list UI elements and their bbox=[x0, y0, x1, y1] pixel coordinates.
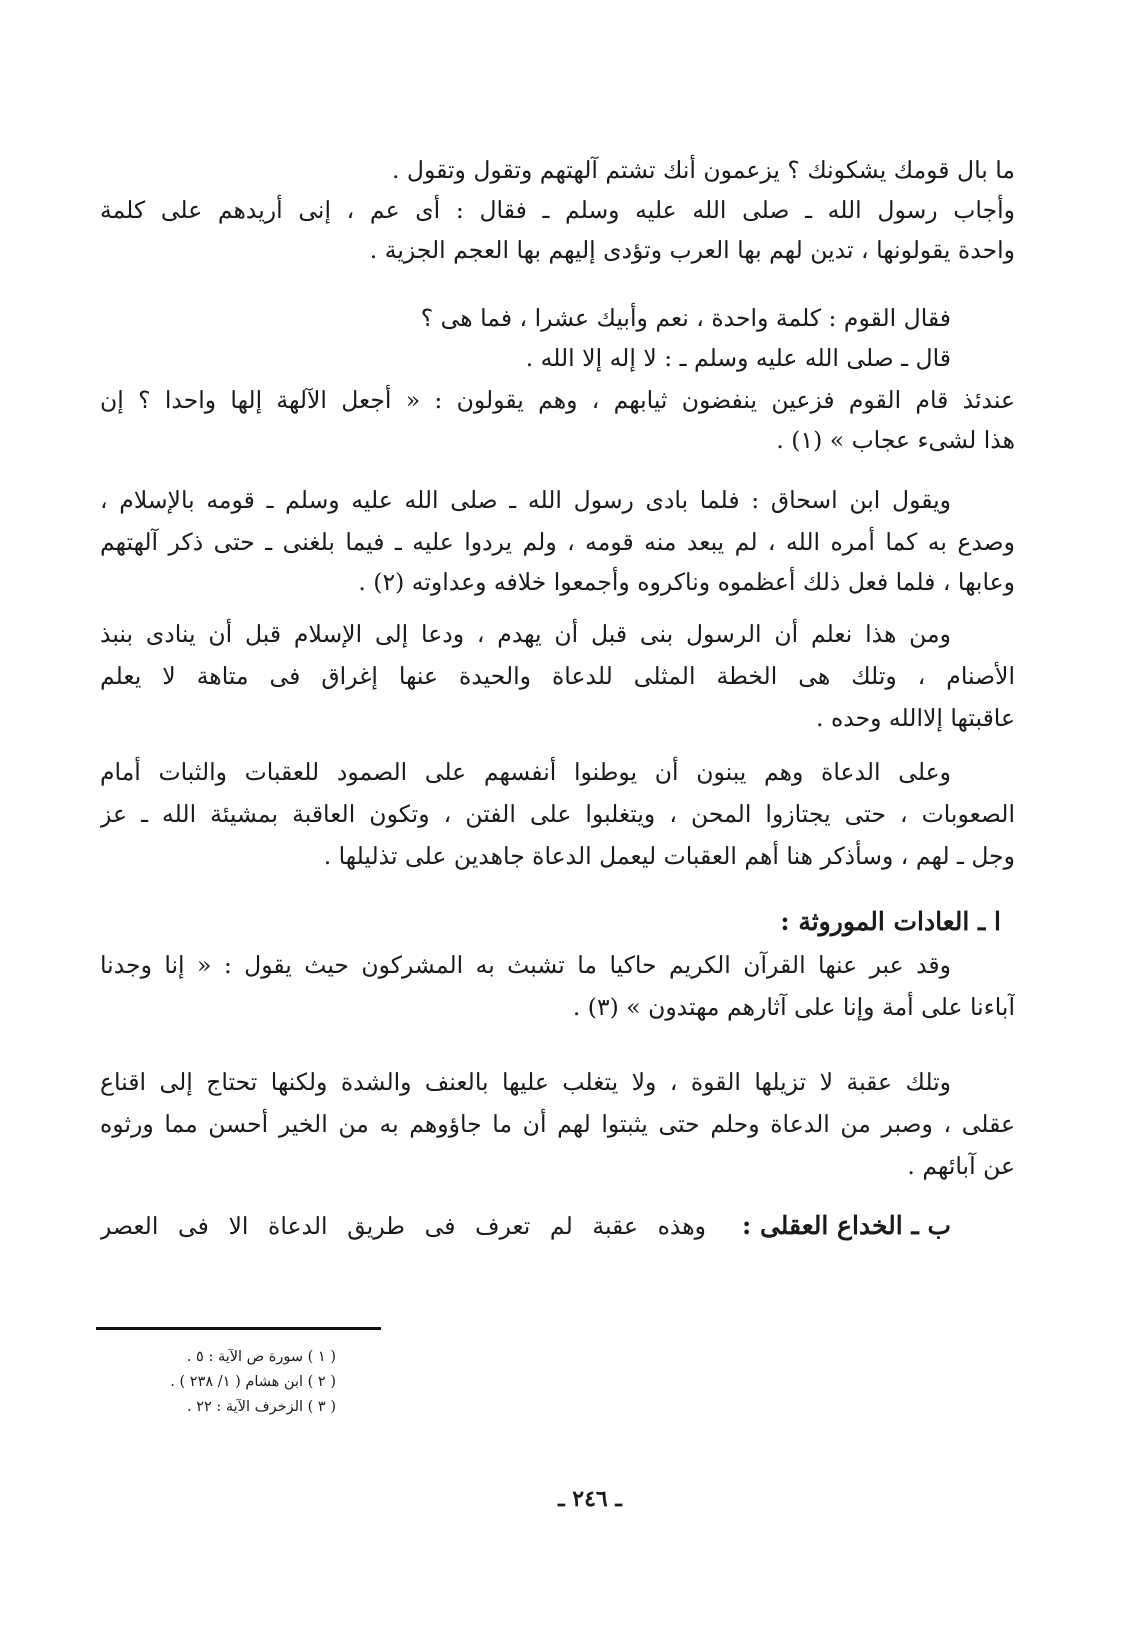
text-line: ومن هذا نعلم أن الرسول بنى قبل أن يهدم ، ودعا إلى الإسلام قبل أن ينادى بنبذ bbox=[100, 620, 951, 648]
footnote: ( ١ ) سورة ص الآية : ٥ . bbox=[186, 1349, 336, 1365]
text-line: هذا لشىء عجاب » (١) . bbox=[776, 426, 1015, 454]
text-line: واحدة يقولونها ، تدين لهم بها العرب وتؤدى إليهم بها العجم الجزية . bbox=[369, 236, 1015, 264]
text-line: وأجاب رسول الله ـ صلى الله عليه وسلم ـ فقال : أى عم ، إنى أريدهم على كلمة bbox=[100, 196, 1015, 224]
text-line: فقال القوم : كلمة واحدة ، نعم وأبيك عشرا ، فما هى ؟ bbox=[420, 304, 951, 332]
text-line: وجل ـ لهم ، وسأذكر هنا أهم العقبات ليعمل الدعاة جاهدين على تذليلها . bbox=[323, 842, 1015, 870]
text-line: وهذه عقبة لم تعرف فى طريق الدعاة الا فى العصر bbox=[100, 1212, 706, 1240]
text-line: عاقبتها إلاالله وحده . bbox=[816, 704, 1015, 732]
section-heading: ب ـ الخداع العقلى : bbox=[742, 1211, 951, 1240]
text-line: وصدع به كما أمره الله ، لم يبعد منه قومه ، ولم يردوا عليه ـ فيما بلغنى ـ حتى ذكر آلهتهم bbox=[100, 528, 1015, 556]
text-line: وتلك عقبة لا تزيلها القوة ، ولا يتغلب عليها بالعنف والشدة ولكنها تحتاج إلى اقناع bbox=[100, 1068, 951, 1096]
text-line: وعابها ، فلما فعل ذلك أعظموه وناكروه وأجمعوا خلافه وعداوته (٢) . bbox=[358, 568, 1015, 596]
section-heading: ا ـ العادات الموروثة : bbox=[780, 907, 1001, 936]
footnote-divider bbox=[96, 1327, 381, 1330]
text-line: آباءنا على أمة وإنا على آثارهم مهتدون » (٣) . bbox=[572, 993, 1015, 1021]
page-number: ـ ٢٤٦ ـ bbox=[558, 1486, 622, 1512]
text-line: ويقول ابن اسحاق : فلما بادى رسول الله ـ صلى الله عليه وسلم ـ قومه بالإسلام ، bbox=[100, 486, 951, 514]
text-line: وقد عبر عنها القرآن الكريم حاكيا ما تشبث به المشركون حيث يقول : « إنا وجدنا bbox=[100, 951, 951, 979]
text-line: عندئذ قام القوم فزعين ينفضون ثيابهم ، وهم يقولون : « أجعل الآلهة إلها واحدا ؟ إن bbox=[100, 386, 1015, 414]
text-line: عن آبائهم . bbox=[907, 1152, 1015, 1180]
text-line: وعلى الدعاة وهم يبنون أن يوطنوا أنفسهم على الصمود للعقبات والثبات أمام bbox=[100, 758, 951, 786]
text-line: قال ـ صلى الله عليه وسلم ـ : لا إله إلا الله . bbox=[525, 344, 951, 372]
footnote: ( ٣ ) الزخرف الآية : ٢٢ . bbox=[186, 1399, 336, 1415]
text-line: عقلى ، وصبر من الدعاة وحلم حتى يثبتوا لهم أن ما جاؤوهم به من الخير أحسن مما ورثوه bbox=[100, 1110, 1015, 1138]
text-line: الصعوبات ، حتى يجتازوا المحن ، ويتغلبوا على الفتن ، وتكون العاقبة بمشيئة الله ـ عز bbox=[100, 800, 1015, 828]
footnote: ( ٢ ) ابن هشام ( ١/ ٢٣٨ ) . bbox=[170, 1374, 336, 1390]
text-line: الأصنام ، وتلك هى الخطة المثلى للدعاة والحيدة عنها إغراق فى متاهة لا يعلم bbox=[100, 662, 1015, 690]
text-line: ما بال قومك يشكونك ؟ يزعمون أنك تشتم آلهتهم وتقول وتقول . bbox=[391, 156, 1015, 184]
